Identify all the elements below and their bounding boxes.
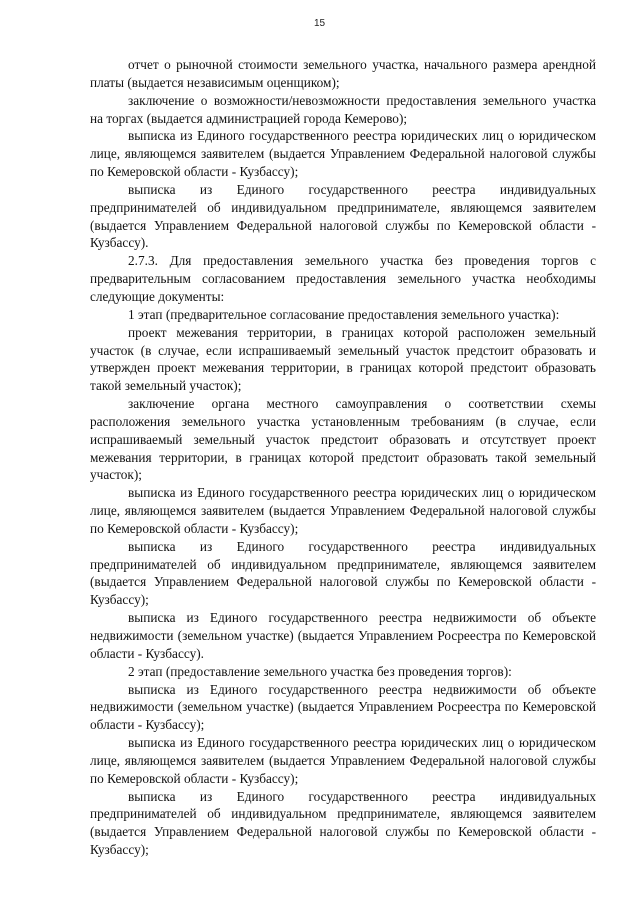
paragraph-entrepreneur-extract: выписка из Единого государственного реестра индивидуальных предпринимателей об индивидуальном предпринимателе, являющемся заявителем (выдается Управлением Федеральной налоговой службы по Кемеровской области - Кузбассу); — [90, 788, 596, 858]
paragraph-scheme-conclusion: заключение органа местного самоуправления о соответствии схемы расположения земельного участка установленным требованиям (в случае, если испрашиваемый земельный участок предстоит образовать и отсутствует проект межевания территории, в границах которой предстоит образовать такой земельный участок); — [90, 396, 596, 483]
paragraph-stage-1-heading: 1 этап (предварительное согласование предоставления земельного участка): — [128, 306, 560, 322]
paragraph-survey-project: проект межевания территории, в границах которой расположен земельный участок (в случае, если испрашиваемый земельный участок предстоит образовать и утвержден проект межевания территории, в границах которой предстоит образовать такой земельный участок); — [90, 324, 596, 394]
paragraph-appraisal-report: отчет о рыночной стоимости земельного участка, начального размера арендной платы (выдается независимым оценщиком); — [90, 57, 596, 90]
paragraph-auction-conclusion: заключение о возможности/невозможности предоставления земельного участка на торгах (выдается администрацией города Кемерово); — [90, 92, 596, 126]
paragraph-legal-entity-extract: выписка из Единого государственного реестра юридических лиц о юридическом лице, являющемся заявителем (выдается Управлением Федеральной налоговой службы по Кемеровской области - Кузбассу); — [90, 485, 596, 536]
paragraph-real-estate-extract: выписка из Единого государственного реестра недвижимости об объекте недвижимости (земельном участке) (выдается Управлением Росреестра по Кемеровской области - Кузбассу); — [90, 681, 596, 733]
paragraph-legal-entity-extract: выписка из Единого государственного реестра юридических лиц о юридическом лице, являющемся заявителем (выдается Управлением Федеральной налоговой службы по Кемеровской области - Кузбассу); — [90, 128, 596, 180]
paragraph-legal-entity-extract: выписка из Единого государственного реестра юридических лиц о юридическом лице, являющемся заявителем (выдается Управлением Федеральной налоговой службы по Кемеровской области - Кузбассу); — [90, 735, 596, 786]
paragraph-real-estate-extract: выписка из Единого государственного реестра недвижимости об объекте недвижимости (земельном участке) (выдается Управлением Росреестра по Кемеровской области - Кузбассу). — [90, 610, 596, 661]
paragraph-section-2-7-3: 2.7.3. Для предоставления земельного участка без проведения торгов с предварительным согласованием предоставления земельного участка необходимы следующие документы: — [90, 253, 596, 304]
paragraph-entrepreneur-extract: выписка из Единого государственного реестра индивидуальных предпринимателей об индивидуальном предпринимателе, являющемся заявителем (выдается Управлением Федеральной налоговой службы по Кемеровской области - Кузбассу); — [90, 538, 596, 608]
page-number: 15 — [313, 18, 326, 29]
paragraph-entrepreneur-extract: выписка из Единого государственного реестра индивидуальных предпринимателей об индивидуальном предпринимателе, являющемся заявителем (выдается Управлением Федеральной налоговой службы по Кемеровской области - Кузбассу). — [90, 181, 596, 251]
paragraph-stage-2-heading: 2 этап (предоставление земельного участка без проведения торгов): — [128, 663, 512, 679]
document-body — [90, 56, 596, 859]
